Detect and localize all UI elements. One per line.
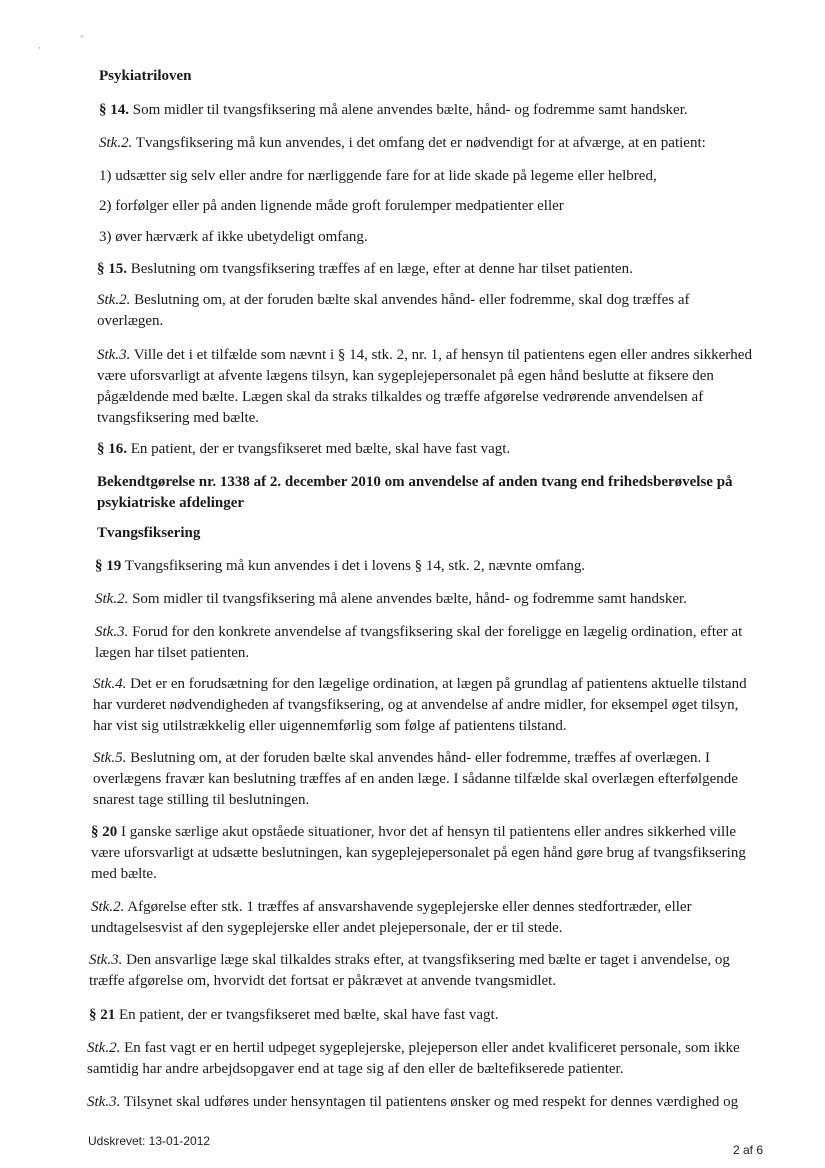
scan-mark: " [80,34,84,44]
paragraph-19-stk4 [93,674,747,737]
paragraph-text: har vist sig utilstrækkelig eller uigennemførlig som følge af patientens tilstand. [93,718,567,734]
paragraph-text: Det er en forudsætning for den lægelige ordination, at lægen på grundlag af patientens aktuelle tilstand [126,676,747,692]
stk-label: Stk.3. [87,1094,121,1110]
paragraph-20-stk2 [91,897,692,939]
section-number: § 15. [97,261,127,277]
stk-label: Stk.2. [99,135,133,151]
paragraph-text: undtagelsesvist af den sygeplejerske eller andet plejepersonale, der er til stede. [91,920,563,936]
paragraph-15-stk3 [97,345,752,429]
paragraph-text: snarest tage stilling til beslutningen. [93,792,310,808]
paragraph-text: Forud for den konkrete anvendelse af tvangsfiksering skal der foreligge en lægelig ordination, efter at [128,624,743,640]
paragraph-14-stk2 [99,133,706,154]
heading-line: psykiatriske afdelinger [97,495,245,511]
paragraph-text: En fast vagt er en hertil udpeget sygeplejerske, plejeperson eller andet kvalificeret personale, som ikke [120,1040,740,1056]
paragraph-text: Tvangsfiksering må kun anvendes, i det omfang det er nødvendigt for at afværge, at en patient: [132,135,706,151]
paragraph-19 [95,556,585,577]
paragraph-text: samtidig har andre arbejdsopgaver end at tage sig af den eller de bæltefikserede patienter. [87,1061,624,1077]
page-number: 2 af 6 [733,1143,764,1157]
list-item: 1) udsætter sig selv eller andre for nærliggende fare for at lide skade på legeme eller helbred, [99,168,657,184]
paragraph-text: træffe afgørelse om, hvorvidt det fortsat er påkrævet at anvende tvangsmidlet. [89,973,557,989]
paragraph-text: lægen har tilset patienten. [95,645,250,661]
paragraph-text: Som midler til tvangsfiksering må alene anvendes bælte, hånd- og fodremme samt handsker. [129,102,688,118]
paragraph-text: pågældende med bælte. Lægen skal da straks tilkaldes og træffe afgørelse vedrørende anvendelsen af [97,389,704,405]
paragraph-text: Beslutning om tvangsfiksering træffes af en læge, efter at denne har tilset patienten. [127,261,633,277]
paragraph-text: En patient, der er tvangsfikseret med bælte, skal have fast vagt. [115,1007,499,1023]
section-number: § 19 [95,558,122,574]
bekendtgorelse-heading [97,472,733,514]
paragraph-21-stk3 [87,1092,738,1113]
stk-label: Stk.3. [95,624,129,640]
paragraph-15-stk2 [97,290,689,332]
list-item: 2) forfølger eller på anden lignende måde groft forulemper medpatienter eller [99,198,564,214]
paragraph-21 [89,1005,498,1026]
list-item: 3) øver hærværk af ikke ubetydeligt omfang. [99,229,368,245]
section-number: § 14. [99,102,129,118]
print-date: Udskrevet: 13-01-2012 [88,1134,211,1148]
paragraph-text: Tilsynet skal udføres under hensyntagen til patientens ønsker og med respekt for dennes værdighed og [120,1094,739,1110]
paragraph-text: Beslutning om, at der foruden bælte skal anvendes hånd- eller fodremme, skal dog træffes af [130,292,690,308]
paragraph-19-stk3 [95,622,742,664]
stk-label: Stk.2. [95,591,129,607]
section-number: § 21 [89,1007,116,1023]
paragraph-21-stk2 [87,1038,740,1080]
paragraph-19-stk5 [93,748,738,811]
stk-label: Stk.2. [91,899,125,915]
paragraph-text: har vurderet nødvendigheden af tvangsfiksering, og at anvendelse af andre midler, for eksempel øget tilsyn, [93,697,739,713]
paragraph-20-stk3 [89,950,730,992]
paragraph-15 [97,259,633,280]
stk-label: Stk.2. [87,1040,121,1056]
heading-line: Bekendtgørelse nr. 1338 af 2. december 2010 om anvendelse af anden tvang end frihedsberøvelse på [97,474,733,490]
section-heading: Tvangsfiksering [97,525,201,541]
paragraph-text: En patient, der er tvangsfikseret med bælte, skal have fast vagt. [127,441,511,457]
stk-label: Stk.2. [97,292,131,308]
paragraph-text: Den ansvarlige læge skal tilkaldes straks efter, at tvangsfiksering med bælte er taget i anvendelse, og [122,952,730,968]
paragraph-14 [99,100,688,121]
paragraph-text: overlægen. [97,313,164,329]
paragraph-text: I ganske særlige akut opståede situationer, hvor det af hensyn til patientens eller andres sikkerhed ville [117,824,737,840]
paragraph-text: overlægens fravær kan beslutning træffes af en anden læge. I sådanne tilfælde skal overlægen efterfølgende [93,771,738,787]
paragraph-text: Som midler til tvangsfiksering må alene anvendes bælte, hånd- og fodremme samt handsker. [128,591,687,607]
paragraph-text: tvangsfiksering med bælte. [97,410,260,426]
paragraph-20 [91,822,746,885]
stk-label: Stk.3. [89,952,123,968]
section-number: § 16. [97,441,127,457]
paragraph-19-stk2 [95,589,687,610]
paragraph-16 [97,439,510,460]
paragraph-text: med bælte. [91,866,157,882]
document-title: Psykiatriloven [99,68,192,84]
stk-label: Stk.4. [93,676,127,692]
paragraph-text: være uforsvarligt at afvente lægens tilsyn, kan sygeplejepersonalet på egen hånd beslutte at fiksere den [97,368,714,384]
section-number: § 20 [91,824,118,840]
stk-label: Stk.5. [93,750,127,766]
paragraph-text: være uforsvarligt at udsætte beslutningen, kan sygeplejepersonalet på egen hånd gøre brug af tvangsfiksering [91,845,746,861]
scan-mark: ‚ [38,40,41,50]
paragraph-text: Afgørelse efter stk. 1 træffes af ansvarshavende sygeplejerske eller dennes stedfortræder, eller [124,899,692,915]
paragraph-text: Ville det i et tilfælde som nævnt i § 14, stk. 2, nr. 1, af hensyn til patientens egen eller andres sikkerhed [130,347,752,363]
paragraph-text: Beslutning om, at der foruden bælte skal anvendes hånd- eller fodremme, træffes af overlægen. I [126,750,711,766]
stk-label: Stk.3. [97,347,131,363]
paragraph-text: Tvangsfiksering må kun anvendes i det i lovens § 14, stk. 2, nævnte omfang. [121,558,586,574]
